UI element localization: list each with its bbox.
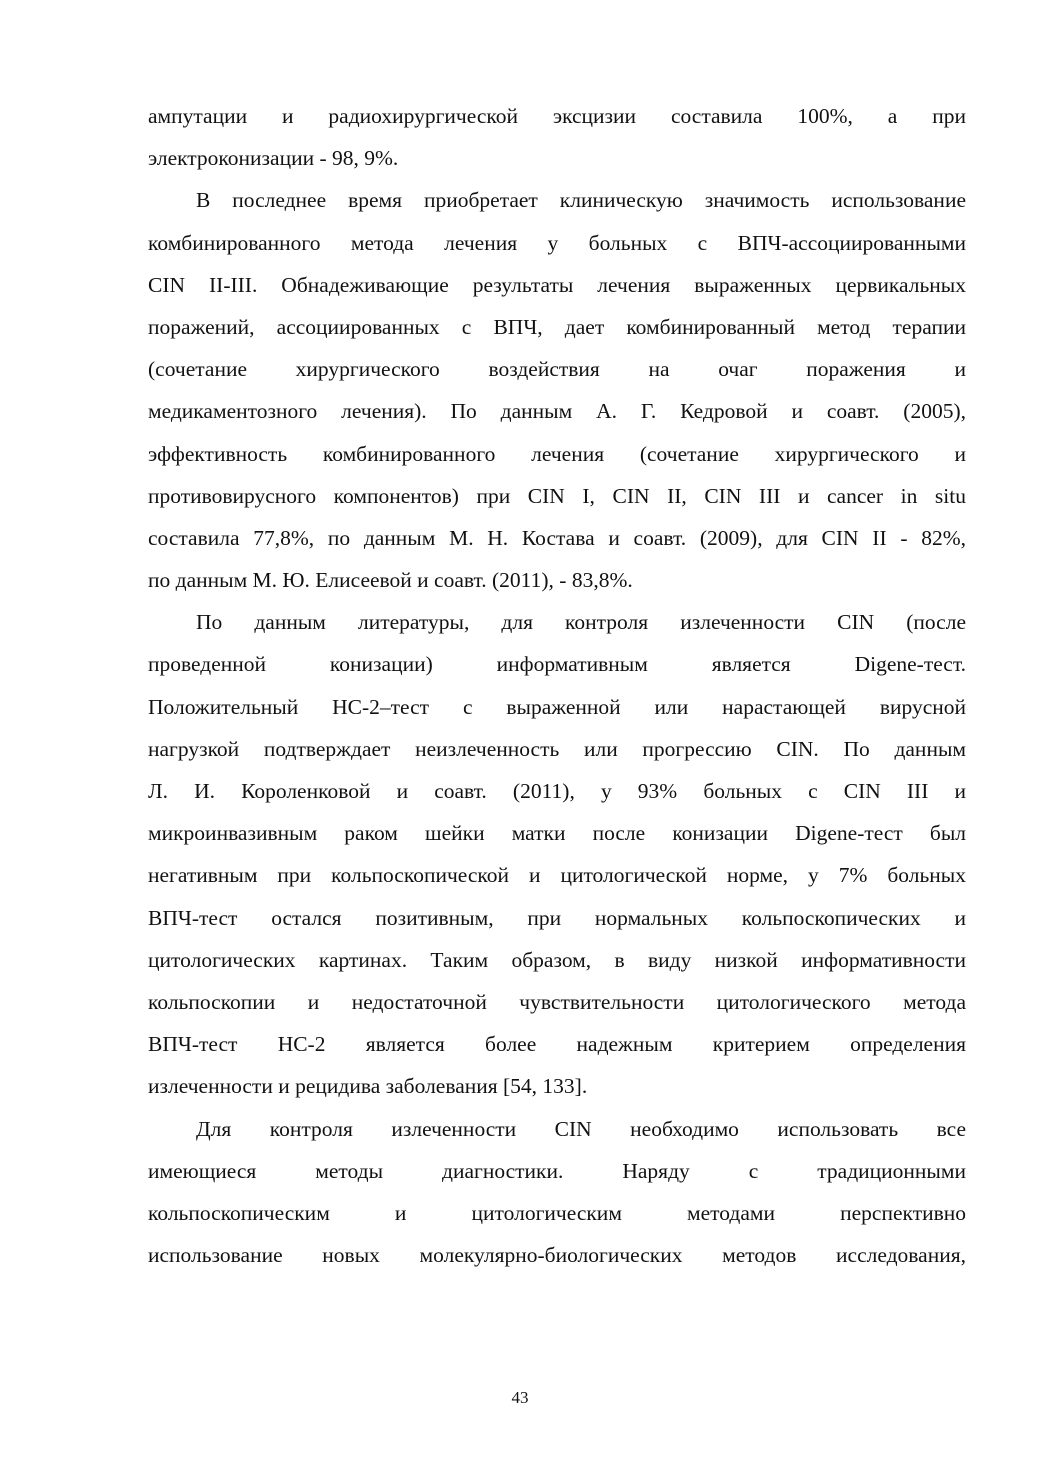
text-line: нагрузкой подтверждает неизлеченность или прогрессию CIN. По данным bbox=[148, 736, 966, 761]
text-line: противовирусного компонентов) при CIN I, CIN II, CIN III и cancer in situ bbox=[148, 483, 966, 508]
text-line: ампутации и радиохирургической эксцизии составила 100%, а при bbox=[148, 104, 966, 128]
text-line: комбинированного метода лечения у больных с ВПЧ-ассоциированными bbox=[148, 230, 966, 255]
text-line: Положительный НС-2–тест с выраженной или нарастающей вирусной bbox=[148, 694, 966, 719]
page-number: 43 bbox=[511, 1388, 529, 1407]
text-line: цитологических картинах. Таким образом, в виду низкой информативности bbox=[148, 947, 966, 972]
text-line: по данным М. Ю. Елисеевой и соавт. (2011), - 83,8%. bbox=[148, 568, 633, 593]
text-line: электроконизации - 98, 9%. bbox=[148, 146, 399, 171]
text-line: негативным при кольпоскопической и цитологической норме, у 7% больных bbox=[148, 863, 966, 888]
text-line: Л. И. Короленковой и соавт. (2011), у 93% больных с CIN III и bbox=[148, 779, 966, 803]
text-line: кольпоскопическим и цитологическим методами перспективно bbox=[148, 1200, 966, 1225]
body-text bbox=[148, 95, 966, 1276]
text-line: По данным литературы, для контроля излеченности CIN (после bbox=[196, 610, 966, 635]
text-line: поражений, ассоциированных с ВПЧ, дает комбинированный метод терапии bbox=[148, 314, 966, 339]
text-line: Для контроля излеченности CIN необходимо использовать все bbox=[196, 1116, 966, 1141]
text-line: медикаментозного лечения). По данным А. Г. Кедровой и соавт. (2005), bbox=[148, 399, 966, 424]
text-line: (сочетание хирургического воздействия на очаг поражения и bbox=[148, 357, 966, 382]
text-line: составила 77,8%, по данным М. Н. Костава и соавт. (2009), для CIN II - 82%, bbox=[148, 525, 966, 550]
text-line: CIN II-III. Обнадеживающие результаты лечения выраженных цервикальных bbox=[148, 272, 966, 297]
text-line: имеющиеся методы диагностики. Наряду с традиционными bbox=[148, 1158, 966, 1183]
text-line: ВПЧ-тест НС-2 является более надежным критерием определения bbox=[148, 1032, 966, 1057]
text-line: ВПЧ-тест остался позитивным, при нормальных кольпоскопических и bbox=[148, 905, 966, 930]
text-line: излеченности и рецидива заболевания [54, 133]. bbox=[148, 1074, 588, 1099]
text-line: использование новых молекулярно-биологических методов исследования, bbox=[148, 1243, 966, 1268]
text-line: микроинвазивным раком шейки матки после конизации Digene-тест был bbox=[148, 821, 966, 846]
text-line: кольпоскопии и недостаточной чувствительности цитологического метода bbox=[148, 989, 966, 1014]
text-line: проведенной конизации) информативным является Digene-тест. bbox=[148, 652, 966, 677]
text-line: эффективность комбинированного лечения (сочетание хирургического и bbox=[148, 441, 966, 466]
text-line: В последнее время приобретает клиническую значимость использование bbox=[196, 188, 966, 213]
